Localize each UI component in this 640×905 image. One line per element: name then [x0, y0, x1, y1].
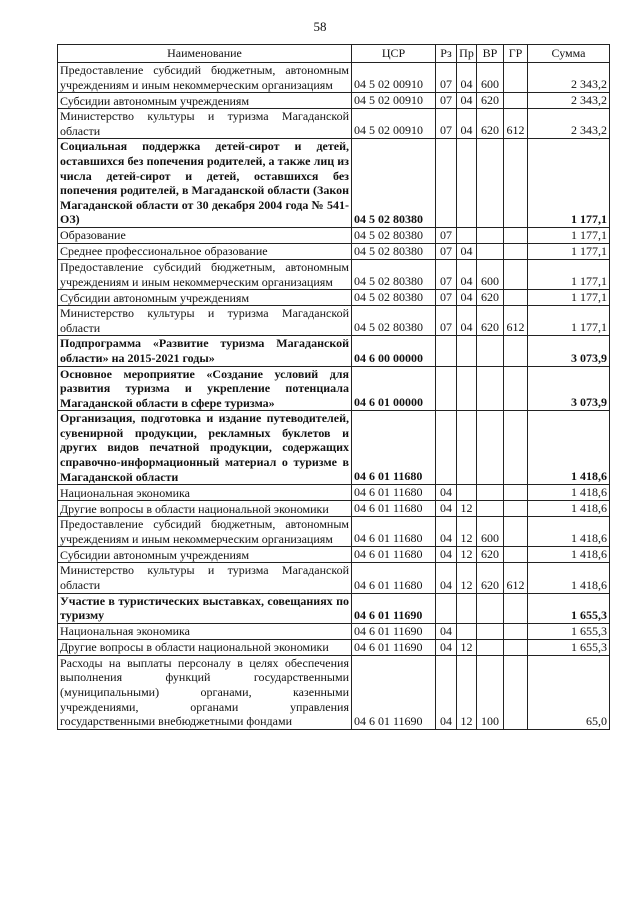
- cell-pr: [457, 485, 477, 501]
- cell-csr: 04 5 02 80380: [352, 306, 436, 336]
- cell-csr: 04 5 02 80380: [352, 259, 436, 289]
- cell-rz: 07: [436, 227, 457, 243]
- cell-gr: [504, 639, 528, 655]
- cell-rz: 07: [436, 306, 457, 336]
- cell-sum: 2 343,2: [528, 109, 610, 139]
- cell-name: Национальная экономика: [58, 485, 352, 501]
- cell-vr: [477, 485, 504, 501]
- cell-rz: 04: [436, 501, 457, 517]
- cell-csr: 04 5 02 00910: [352, 109, 436, 139]
- cell-sum: 1 418,6: [528, 485, 610, 501]
- table-row: [58, 547, 610, 563]
- cell-name: Министерство культуры и туризма Магаданской области: [58, 109, 352, 139]
- cell-pr: 12: [457, 639, 477, 655]
- cell-csr: 04 6 01 11680: [352, 563, 436, 593]
- table-row: [58, 655, 610, 729]
- cell-name: Среднее профессиональное образование: [58, 243, 352, 259]
- cell-pr: [457, 227, 477, 243]
- cell-gr: [504, 366, 528, 411]
- cell-csr: 04 6 01 00000: [352, 366, 436, 411]
- table-row: [58, 243, 610, 259]
- header-vr: ВР: [477, 45, 504, 63]
- cell-vr: 620: [477, 547, 504, 563]
- cell-vr: [477, 501, 504, 517]
- cell-gr: [504, 411, 528, 485]
- cell-name: Министерство культуры и туризма Магаданской области: [58, 306, 352, 336]
- table-row: [58, 93, 610, 109]
- cell-gr: [504, 517, 528, 547]
- cell-name: Социальная поддержка детей-сирот и детей, оставшихся без попечения родителей, а также лиц из числа детей-сирот и детей, оставшихся без попечения родителей, в Магаданской области (Закон Магаданской области от 30 декабря 2004 года № 541-ОЗ): [58, 139, 352, 228]
- cell-csr: 04 5 02 80380: [352, 227, 436, 243]
- cell-sum: 1 655,3: [528, 639, 610, 655]
- cell-vr: [477, 366, 504, 411]
- cell-rz: [436, 366, 457, 411]
- cell-gr: [504, 623, 528, 639]
- cell-vr: 620: [477, 290, 504, 306]
- cell-vr: [477, 639, 504, 655]
- table-row: [58, 63, 610, 93]
- cell-sum: 3 073,9: [528, 366, 610, 411]
- cell-csr: 04 6 01 11680: [352, 411, 436, 485]
- cell-csr: 04 6 01 11690: [352, 623, 436, 639]
- cell-gr: 612: [504, 109, 528, 139]
- cell-pr: [457, 623, 477, 639]
- table-row: [58, 139, 610, 228]
- cell-vr: 620: [477, 563, 504, 593]
- table-header-row: [58, 45, 610, 63]
- table-row: [58, 563, 610, 593]
- cell-pr: [457, 336, 477, 366]
- cell-gr: [504, 139, 528, 228]
- cell-rz: 04: [436, 639, 457, 655]
- cell-gr: [504, 259, 528, 289]
- cell-rz: 04: [436, 485, 457, 501]
- table-row: [58, 227, 610, 243]
- table-row: [58, 366, 610, 411]
- cell-gr: [504, 485, 528, 501]
- cell-csr: 04 6 01 11690: [352, 655, 436, 729]
- cell-rz: 04: [436, 655, 457, 729]
- cell-vr: [477, 593, 504, 623]
- cell-sum: 1 177,1: [528, 290, 610, 306]
- cell-sum: 1 418,6: [528, 547, 610, 563]
- cell-vr: 600: [477, 63, 504, 93]
- cell-name: Предоставление субсидий бюджетным, автономным учреждениям и иным некоммерческим организациям: [58, 63, 352, 93]
- cell-name: Министерство культуры и туризма Магаданской области: [58, 563, 352, 593]
- cell-name: Субсидии автономным учреждениям: [58, 547, 352, 563]
- cell-pr: 04: [457, 290, 477, 306]
- table-row: [58, 623, 610, 639]
- cell-vr: 100: [477, 655, 504, 729]
- cell-name: Организация, подготовка и издание путеводителей, сувенирной продукции, рекламных буклетов и других видов печатной продукции, содержащих справочно-информационный материал о туризме в Магаданской области: [58, 411, 352, 485]
- cell-csr: 04 6 01 11680: [352, 547, 436, 563]
- cell-pr: 04: [457, 109, 477, 139]
- table-row: [58, 485, 610, 501]
- cell-gr: [504, 336, 528, 366]
- cell-sum: 1 177,1: [528, 243, 610, 259]
- cell-vr: 620: [477, 306, 504, 336]
- cell-pr: 12: [457, 501, 477, 517]
- cell-name: Участие в туристических выставках, совещаниях по туризму: [58, 593, 352, 623]
- cell-name: Основное мероприятие «Создание условий для развития туризма и укрепление потенциала Магаданской области в сфере туризма»: [58, 366, 352, 411]
- budget-table: [57, 44, 610, 730]
- cell-csr: 04 6 01 11680: [352, 517, 436, 547]
- cell-vr: 600: [477, 259, 504, 289]
- cell-csr: 04 5 02 80380: [352, 243, 436, 259]
- cell-csr: 04 6 01 11690: [352, 639, 436, 655]
- table-row: [58, 336, 610, 366]
- cell-sum: 2 343,2: [528, 93, 610, 109]
- cell-vr: [477, 411, 504, 485]
- cell-rz: [436, 139, 457, 228]
- cell-sum: 1 177,1: [528, 259, 610, 289]
- table-row: [58, 501, 610, 517]
- header-csr: ЦСР: [352, 45, 436, 63]
- cell-csr: 04 6 01 11690: [352, 593, 436, 623]
- cell-pr: 12: [457, 517, 477, 547]
- cell-sum: 1 655,3: [528, 623, 610, 639]
- table-row: [58, 593, 610, 623]
- cell-rz: [436, 593, 457, 623]
- cell-csr: 04 6 01 11680: [352, 501, 436, 517]
- cell-sum: 1 418,6: [528, 563, 610, 593]
- cell-gr: 612: [504, 306, 528, 336]
- cell-pr: [457, 593, 477, 623]
- cell-rz: 04: [436, 547, 457, 563]
- cell-csr: 04 5 02 80380: [352, 290, 436, 306]
- cell-csr: 04 5 02 00910: [352, 93, 436, 109]
- table-row: [58, 517, 610, 547]
- cell-name: Другие вопросы в области национальной экономики: [58, 501, 352, 517]
- cell-name: Другие вопросы в области национальной экономики: [58, 639, 352, 655]
- cell-vr: [477, 139, 504, 228]
- table-row: [58, 259, 610, 289]
- cell-rz: 04: [436, 517, 457, 547]
- cell-rz: 07: [436, 243, 457, 259]
- cell-pr: 12: [457, 547, 477, 563]
- cell-csr: 04 5 02 00910: [352, 63, 436, 93]
- cell-sum: 1 418,6: [528, 501, 610, 517]
- table-row: [58, 411, 610, 485]
- cell-vr: [477, 227, 504, 243]
- cell-csr: 04 6 01 11680: [352, 485, 436, 501]
- cell-gr: [504, 63, 528, 93]
- cell-gr: [504, 593, 528, 623]
- cell-gr: [504, 227, 528, 243]
- cell-pr: 12: [457, 655, 477, 729]
- cell-pr: [457, 366, 477, 411]
- cell-sum: 1 418,6: [528, 411, 610, 485]
- cell-pr: 04: [457, 63, 477, 93]
- cell-sum: 1 177,1: [528, 306, 610, 336]
- cell-vr: 600: [477, 517, 504, 547]
- cell-gr: [504, 547, 528, 563]
- cell-rz: 07: [436, 109, 457, 139]
- table-row: [58, 306, 610, 336]
- cell-gr: 612: [504, 563, 528, 593]
- cell-rz: 07: [436, 93, 457, 109]
- cell-pr: 04: [457, 243, 477, 259]
- cell-pr: 04: [457, 259, 477, 289]
- cell-name: Субсидии автономным учреждениям: [58, 290, 352, 306]
- cell-vr: 620: [477, 93, 504, 109]
- cell-pr: 12: [457, 563, 477, 593]
- cell-name: Национальная экономика: [58, 623, 352, 639]
- cell-vr: 620: [477, 109, 504, 139]
- cell-name: Предоставление субсидий бюджетным, автономным учреждениям и иным некоммерческим организациям: [58, 259, 352, 289]
- header-rz: Рз: [436, 45, 457, 63]
- header-gr: ГР: [504, 45, 528, 63]
- cell-gr: [504, 501, 528, 517]
- cell-rz: 07: [436, 259, 457, 289]
- cell-rz: 07: [436, 63, 457, 93]
- cell-gr: [504, 290, 528, 306]
- cell-csr: 04 6 00 00000: [352, 336, 436, 366]
- cell-sum: 3 073,9: [528, 336, 610, 366]
- header-pr: Пр: [457, 45, 477, 63]
- cell-sum: 1 177,1: [528, 139, 610, 228]
- cell-sum: 1 418,6: [528, 517, 610, 547]
- cell-sum: 1 177,1: [528, 227, 610, 243]
- cell-pr: 04: [457, 93, 477, 109]
- cell-name: Предоставление субсидий бюджетным, автономным учреждениям и иным некоммерческим организациям: [58, 517, 352, 547]
- cell-name: Расходы на выплаты персоналу в целях обеспечения выполнения функций государственными (муниципальными) органами, казенными учреждениями, органами управления государственными внебюджетными фондами: [58, 655, 352, 729]
- cell-rz: 04: [436, 563, 457, 593]
- cell-name: Образование: [58, 227, 352, 243]
- cell-sum: 1 655,3: [528, 593, 610, 623]
- cell-pr: 04: [457, 306, 477, 336]
- cell-rz: 04: [436, 623, 457, 639]
- cell-gr: [504, 243, 528, 259]
- cell-rz: [436, 336, 457, 366]
- cell-vr: [477, 623, 504, 639]
- page-number: 58: [313, 19, 327, 34]
- cell-name: Подпрограмма «Развитие туризма Магаданской области» на 2015-2021 годы»: [58, 336, 352, 366]
- cell-name: Субсидии автономным учреждениям: [58, 93, 352, 109]
- cell-rz: 07: [436, 290, 457, 306]
- cell-sum: 65,0: [528, 655, 610, 729]
- cell-gr: [504, 655, 528, 729]
- cell-rz: [436, 411, 457, 485]
- header-name: Наименование: [58, 45, 352, 63]
- table-row: [58, 109, 610, 139]
- cell-pr: [457, 411, 477, 485]
- cell-vr: [477, 243, 504, 259]
- cell-csr: 04 5 02 80380: [352, 139, 436, 228]
- cell-gr: [504, 93, 528, 109]
- cell-pr: [457, 139, 477, 228]
- table-row: [58, 290, 610, 306]
- table-row: [58, 639, 610, 655]
- cell-vr: [477, 336, 504, 366]
- cell-sum: 2 343,2: [528, 63, 610, 93]
- header-sum: Сумма: [528, 45, 610, 63]
